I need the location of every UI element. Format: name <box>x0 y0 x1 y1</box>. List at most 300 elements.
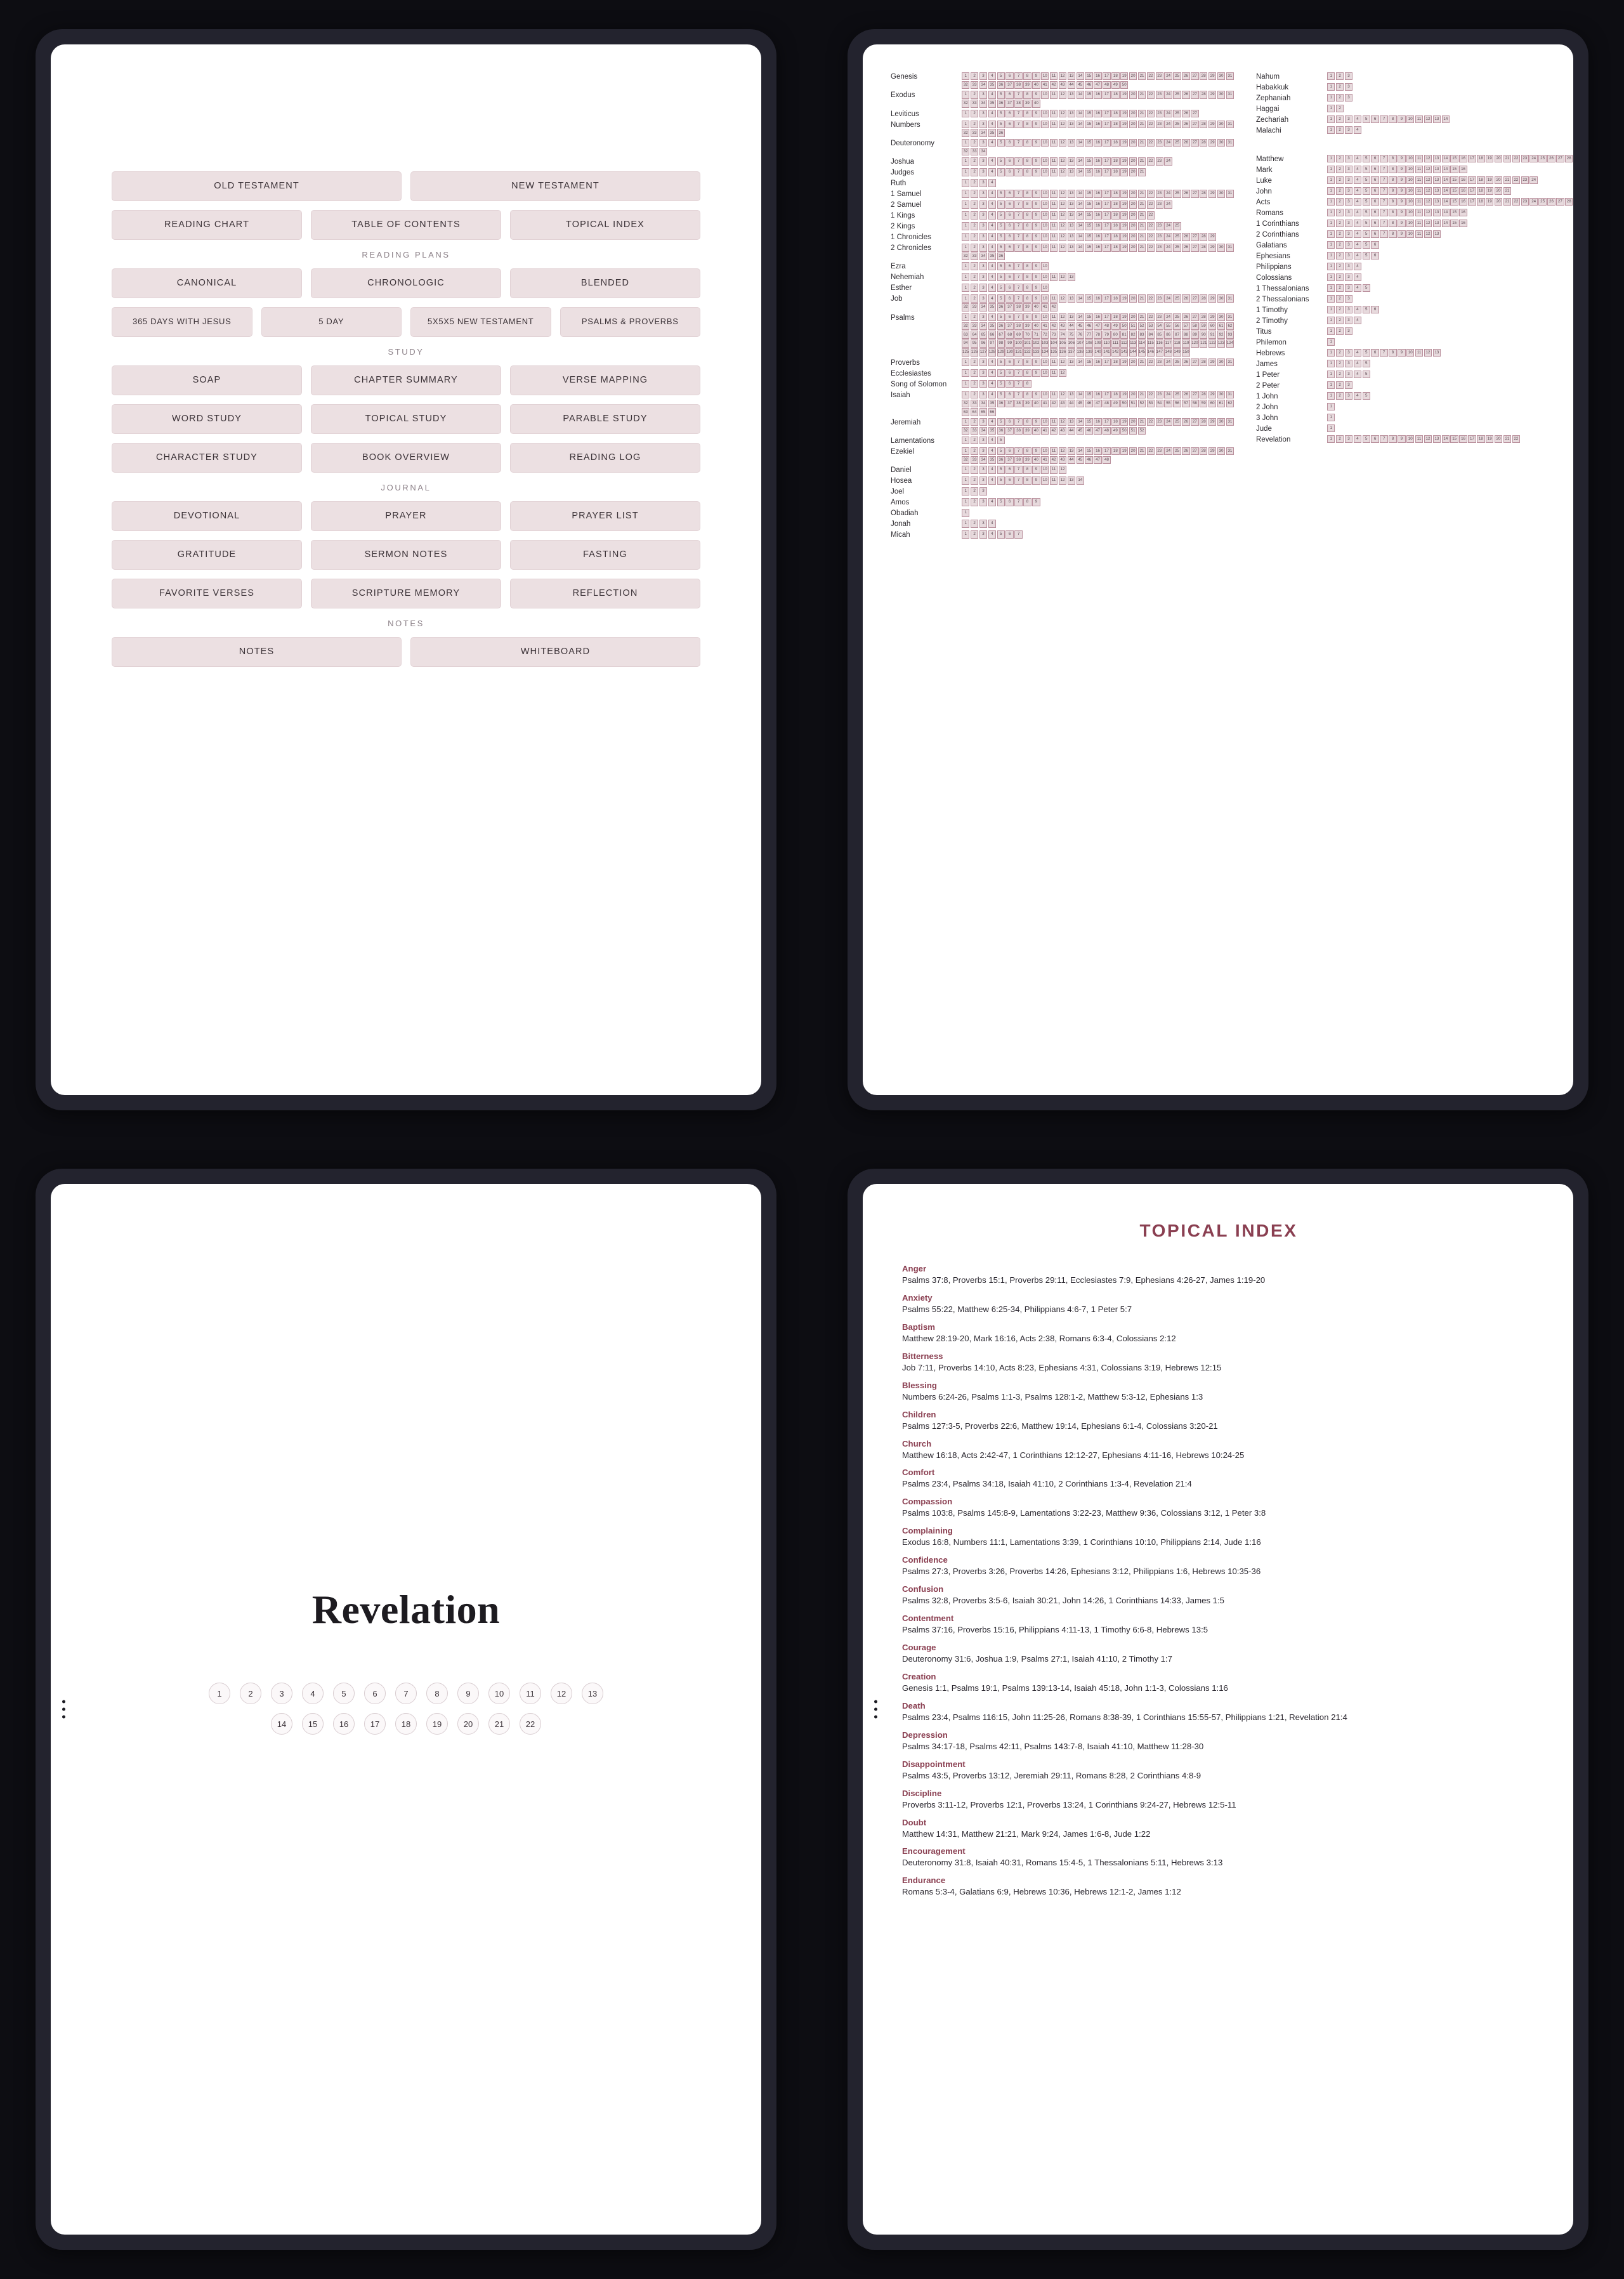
chapter-chip[interactable]: 6 <box>1371 166 1378 173</box>
chapter-chip[interactable]: 20 <box>1129 294 1137 302</box>
chapter-chip[interactable]: 11 <box>1050 294 1058 302</box>
chapter-chip[interactable]: 54 <box>1156 400 1163 407</box>
chapter-chip[interactable]: 24 <box>1164 222 1172 230</box>
chapter-chip[interactable]: 20 <box>1129 72 1137 80</box>
chapter-chip[interactable]: 18 <box>1111 139 1119 147</box>
chapter-chip[interactable]: 21 <box>1503 187 1511 195</box>
chapter-chip[interactable]: 17 <box>1103 233 1110 240</box>
chapter-chip[interactable]: 3 <box>1345 317 1352 324</box>
chapter-chip[interactable]: 138 <box>1077 348 1084 356</box>
chapter-chip[interactable]: 48 <box>1103 81 1110 89</box>
chapter-bubble-14[interactable]: 14 <box>271 1713 292 1735</box>
chapter-chip[interactable]: 21 <box>1138 190 1146 197</box>
chapter-chip[interactable]: 8 <box>1023 222 1031 230</box>
chapter-chip[interactable]: 17 <box>1103 190 1110 197</box>
chapter-chip[interactable]: 1 <box>962 157 969 165</box>
chapter-chip[interactable]: 6 <box>1005 358 1013 366</box>
chapter-chip[interactable]: 5 <box>1363 241 1370 249</box>
chapter-chip[interactable]: 2 <box>971 168 978 176</box>
chapter-chip[interactable]: 27 <box>1191 91 1198 98</box>
chapter-chip[interactable]: 2 <box>971 313 978 321</box>
chapter-chip[interactable]: 7 <box>1014 262 1022 270</box>
chapter-chip[interactable]: 1 <box>962 466 969 473</box>
chapter-chip[interactable]: 3 <box>979 391 987 398</box>
chapter-chip[interactable]: 13 <box>1433 198 1441 206</box>
chapter-chip[interactable]: 11 <box>1415 155 1423 162</box>
chapter-chip[interactable]: 19 <box>1120 447 1128 455</box>
chapter-chip[interactable]: 17 <box>1103 110 1110 117</box>
chapter-chip[interactable]: 3 <box>979 447 987 455</box>
chapter-chip[interactable]: 19 <box>1120 200 1128 208</box>
chapter-chip[interactable]: 3 <box>1345 273 1352 281</box>
chapter-chip[interactable]: 105 <box>1059 339 1066 347</box>
chapter-chip[interactable]: 1 <box>1327 220 1335 227</box>
chapter-chip[interactable]: 3 <box>979 369 987 377</box>
chapter-chip[interactable]: 34 <box>979 129 987 136</box>
chapter-chip[interactable]: 9 <box>1032 313 1040 321</box>
chapter-chip[interactable]: 14 <box>1077 222 1084 230</box>
chapter-chip[interactable]: 23 <box>1156 222 1163 230</box>
chapter-chip[interactable]: 22 <box>1147 72 1155 80</box>
chapter-chip[interactable]: 106 <box>1068 339 1075 347</box>
chapter-chip[interactable]: 36 <box>997 81 1005 89</box>
chapter-chip[interactable]: 20 <box>1495 198 1502 206</box>
menu-button-topical-index[interactable]: TOPICAL INDEX <box>510 210 700 240</box>
chapter-chip[interactable]: 2 <box>971 91 978 98</box>
chapter-chip[interactable]: 18 <box>1111 244 1119 251</box>
chapter-chip[interactable]: 18 <box>1111 72 1119 80</box>
chapter-chip[interactable]: 12 <box>1424 209 1432 216</box>
chapter-chip[interactable]: 15 <box>1450 176 1458 184</box>
chapter-chip[interactable]: 13 <box>1068 273 1075 280</box>
chapter-chip[interactable]: 20 <box>1129 418 1137 426</box>
chapter-chip[interactable]: 14 <box>1442 166 1450 173</box>
chapter-chip[interactable]: 20 <box>1129 121 1137 128</box>
chapter-chip[interactable]: 4 <box>988 447 996 455</box>
chapter-chip[interactable]: 4 <box>1354 220 1361 227</box>
chapter-chip[interactable]: 14 <box>1442 176 1450 184</box>
chapter-chip[interactable]: 3 <box>1345 83 1352 91</box>
chapter-chip[interactable]: 10 <box>1406 187 1414 195</box>
chapter-chip[interactable]: 15 <box>1085 211 1092 219</box>
chapter-chip[interactable]: 18 <box>1111 358 1119 366</box>
chapter-chip[interactable]: 13 <box>1433 166 1441 173</box>
chapter-chip[interactable]: 31 <box>1226 91 1234 98</box>
chapter-chip[interactable]: 20 <box>1129 110 1137 117</box>
chapter-chip[interactable]: 7 <box>1014 157 1022 165</box>
chapter-chip[interactable]: 10 <box>1041 391 1049 398</box>
chapter-chip[interactable]: 26 <box>1182 233 1189 240</box>
chapter-chip[interactable]: 116 <box>1156 339 1163 347</box>
chapter-chip[interactable]: 1 <box>1327 187 1335 195</box>
chapter-chip[interactable]: 67 <box>997 331 1005 338</box>
chapter-chip[interactable]: 17 <box>1103 447 1110 455</box>
menu-button-5x5x5-new-testament[interactable]: 5X5X5 NEW TESTAMENT <box>410 307 551 337</box>
chapter-chip[interactable]: 27 <box>1191 233 1198 240</box>
chapter-chip[interactable]: 15 <box>1085 294 1092 302</box>
chapter-chip[interactable]: 29 <box>1208 294 1216 302</box>
chapter-chip[interactable]: 10 <box>1041 294 1049 302</box>
chapter-chip[interactable]: 40 <box>1032 427 1040 435</box>
chapter-chip[interactable]: 38 <box>1014 322 1022 330</box>
chapter-chip[interactable]: 20 <box>1129 244 1137 251</box>
chapter-chip[interactable]: 1 <box>1327 126 1335 134</box>
chapter-chip[interactable]: 8 <box>1389 166 1396 173</box>
chapter-chip[interactable]: 13 <box>1068 168 1075 176</box>
chapter-chip[interactable]: 22 <box>1512 155 1520 162</box>
chapter-chip[interactable]: 12 <box>1059 168 1066 176</box>
chapter-chip[interactable]: 6 <box>1371 115 1378 123</box>
chapter-chip[interactable]: 1 <box>1327 414 1335 421</box>
chapter-chip[interactable]: 22 <box>1147 222 1155 230</box>
chapter-chip[interactable]: 3 <box>1345 115 1352 123</box>
chapter-chip[interactable]: 9 <box>1032 447 1040 455</box>
chapter-chip[interactable]: 3 <box>1345 263 1352 270</box>
chapter-chip[interactable]: 2 <box>1336 263 1344 270</box>
menu-button-prayer[interactable]: PRAYER <box>311 501 501 531</box>
chapter-chip[interactable]: 15 <box>1085 391 1092 398</box>
chapter-bubble-18[interactable]: 18 <box>395 1713 417 1735</box>
chapter-chip[interactable]: 25 <box>1173 91 1181 98</box>
chapter-chip[interactable]: 19 <box>1120 358 1128 366</box>
chapter-chip[interactable]: 3 <box>979 498 987 506</box>
chapter-chip[interactable]: 21 <box>1138 72 1146 80</box>
chapter-chip[interactable]: 1 <box>1327 105 1335 112</box>
chapter-chip[interactable]: 3 <box>1345 187 1352 195</box>
topic-entry-baptism[interactable] <box>902 1322 1535 1344</box>
chapter-chip[interactable]: 12 <box>1059 358 1066 366</box>
chapter-chip[interactable]: 7 <box>1014 313 1022 321</box>
chapter-chip[interactable]: 9 <box>1032 391 1040 398</box>
chapter-chip[interactable]: 142 <box>1111 348 1119 356</box>
chapter-chip[interactable]: 23 <box>1156 358 1163 366</box>
chapter-chip[interactable]: 33 <box>971 400 978 407</box>
chapter-chip[interactable]: 22 <box>1147 139 1155 147</box>
chapter-chip[interactable]: 23 <box>1156 391 1163 398</box>
chapter-chip[interactable]: 2 <box>971 498 978 506</box>
chapter-chip[interactable]: 4 <box>1354 126 1361 134</box>
chapter-chip[interactable]: 23 <box>1521 176 1529 184</box>
chapter-chip[interactable]: 12 <box>1059 110 1066 117</box>
chapter-chip[interactable]: 25 <box>1173 418 1181 426</box>
chapter-chip[interactable]: 2 <box>971 476 978 484</box>
chapter-chip[interactable]: 41 <box>1041 303 1049 311</box>
chapter-chip[interactable]: 16 <box>1459 155 1467 162</box>
chapter-chip[interactable]: 3 <box>1345 284 1352 292</box>
chapter-chip[interactable]: 19 <box>1120 233 1128 240</box>
chapter-chip[interactable]: 15 <box>1450 209 1458 216</box>
chapter-chip[interactable]: 3 <box>1345 198 1352 206</box>
chapter-chip[interactable]: 16 <box>1094 211 1101 219</box>
chapter-chip[interactable]: 6 <box>1005 222 1013 230</box>
menu-button-5-day[interactable]: 5 DAY <box>261 307 402 337</box>
chapter-chip[interactable]: 46 <box>1085 400 1092 407</box>
chapter-chip[interactable]: 17 <box>1468 176 1476 184</box>
chapter-chip[interactable]: 11 <box>1050 466 1058 473</box>
chapter-chip[interactable]: 2 <box>1336 105 1344 112</box>
chapter-chip[interactable]: 15 <box>1085 110 1092 117</box>
chapter-chip[interactable]: 8 <box>1023 91 1031 98</box>
chapter-chip[interactable]: 28 <box>1200 418 1207 426</box>
chapter-chip[interactable]: 2 <box>971 179 978 187</box>
chapter-chip[interactable]: 2 <box>1336 392 1344 400</box>
chapter-chip[interactable]: 16 <box>1094 139 1101 147</box>
chapter-chip[interactable]: 2 <box>971 190 978 197</box>
chapter-chip[interactable]: 40 <box>1032 322 1040 330</box>
chapter-chip[interactable]: 14 <box>1077 447 1084 455</box>
chapter-chip[interactable]: 26 <box>1182 447 1189 455</box>
chapter-chip[interactable]: 14 <box>1077 313 1084 321</box>
chapter-chip[interactable]: 4 <box>1354 241 1361 249</box>
chapter-chip[interactable]: 28 <box>1200 190 1207 197</box>
chapter-chip[interactable]: 6 <box>1005 262 1013 270</box>
chapter-chip[interactable]: 9 <box>1032 157 1040 165</box>
chapter-chip[interactable]: 4 <box>988 244 996 251</box>
chapter-chip[interactable]: 8 <box>1023 110 1031 117</box>
chapter-chip[interactable]: 6 <box>1005 190 1013 197</box>
chapter-bubble-1[interactable]: 1 <box>209 1683 230 1704</box>
chapter-chip[interactable]: 14 <box>1077 294 1084 302</box>
chapter-chip[interactable]: 66 <box>988 331 996 338</box>
chapter-chip[interactable]: 5 <box>1363 435 1370 443</box>
chapter-chip[interactable]: 37 <box>1005 456 1013 464</box>
chapter-chip[interactable]: 16 <box>1094 72 1101 80</box>
chapter-chip[interactable]: 144 <box>1129 348 1137 356</box>
chapter-chip[interactable]: 11 <box>1050 313 1058 321</box>
chapter-chip[interactable]: 19 <box>1120 418 1128 426</box>
chapter-chip[interactable]: 9 <box>1398 349 1405 357</box>
chapter-chip[interactable]: 24 <box>1164 190 1172 197</box>
chapter-chip[interactable]: 6 <box>1005 139 1013 147</box>
menu-button-blended[interactable]: BLENDED <box>510 268 700 298</box>
chapter-chip[interactable]: 3 <box>1345 435 1352 443</box>
chapter-chip[interactable]: 22 <box>1147 313 1155 321</box>
chapter-chip[interactable]: 53 <box>1147 400 1155 407</box>
chapter-chip[interactable]: 7 <box>1014 72 1022 80</box>
chapter-chip[interactable]: 12 <box>1424 230 1432 238</box>
chapter-chip[interactable]: 17 <box>1103 211 1110 219</box>
chapter-chip[interactable]: 12 <box>1059 244 1066 251</box>
chapter-bubble-22[interactable]: 22 <box>520 1713 541 1735</box>
chapter-chip[interactable]: 20 <box>1129 222 1137 230</box>
topic-entry-creation[interactable] <box>902 1672 1535 1693</box>
chapter-chip[interactable]: 18 <box>1477 176 1484 184</box>
chapter-chip[interactable]: 21 <box>1503 176 1511 184</box>
chapter-chip[interactable]: 11 <box>1415 435 1423 443</box>
chapter-chip[interactable]: 2 <box>971 262 978 270</box>
chapter-chip[interactable]: 45 <box>1077 456 1084 464</box>
chapter-chip[interactable]: 21 <box>1138 447 1146 455</box>
chapter-chip[interactable]: 59 <box>1200 322 1207 330</box>
chapter-chip[interactable]: 26 <box>1182 190 1189 197</box>
chapter-chip[interactable]: 4 <box>988 222 996 230</box>
chapter-chip[interactable]: 111 <box>1111 339 1119 347</box>
chapter-chip[interactable]: 9 <box>1032 294 1040 302</box>
chapter-chip[interactable]: 10 <box>1041 313 1049 321</box>
chapter-chip[interactable]: 21 <box>1138 211 1146 219</box>
chapter-chip[interactable]: 25 <box>1173 313 1181 321</box>
chapter-chip[interactable]: 12 <box>1424 115 1432 123</box>
chapter-chip[interactable]: 25 <box>1173 391 1181 398</box>
chapter-chip[interactable]: 30 <box>1217 391 1225 398</box>
chapter-chip[interactable]: 28 <box>1200 391 1207 398</box>
chapter-chip[interactable]: 19 <box>1120 72 1128 80</box>
chapter-chip[interactable]: 32 <box>962 148 969 155</box>
chapter-chip[interactable]: 15 <box>1085 190 1092 197</box>
menu-button-topical-study[interactable]: TOPICAL STUDY <box>311 404 501 434</box>
chapter-chip[interactable]: 6 <box>1371 241 1378 249</box>
chapter-chip[interactable]: 46 <box>1085 427 1092 435</box>
chapter-chip[interactable]: 23 <box>1521 155 1529 162</box>
chapter-chip[interactable]: 16 <box>1094 418 1101 426</box>
chapter-chip[interactable]: 58 <box>1191 322 1198 330</box>
chapter-chip[interactable]: 1 <box>962 391 969 398</box>
chapter-chip[interactable]: 113 <box>1129 339 1137 347</box>
chapter-chip[interactable]: 14 <box>1442 198 1450 206</box>
chapter-chip[interactable]: 2 <box>971 358 978 366</box>
chapter-chip[interactable]: 23 <box>1156 157 1163 165</box>
chapter-chip[interactable]: 6 <box>1371 306 1378 313</box>
chapter-chip[interactable]: 2 <box>971 200 978 208</box>
chapter-chip[interactable]: 1 <box>962 520 969 527</box>
chapter-chip[interactable]: 11 <box>1050 200 1058 208</box>
chapter-chip[interactable]: 1 <box>962 139 969 147</box>
chapter-chip[interactable]: 11 <box>1050 211 1058 219</box>
chapter-chip[interactable]: 30 <box>1217 447 1225 455</box>
chapter-chip[interactable]: 1 <box>962 200 969 208</box>
chapter-chip[interactable]: 14 <box>1077 211 1084 219</box>
chapter-chip[interactable]: 18 <box>1477 198 1484 206</box>
chapter-bubble-12[interactable]: 12 <box>551 1683 572 1704</box>
chapter-chip[interactable]: 24 <box>1164 233 1172 240</box>
chapter-chip[interactable]: 25 <box>1173 447 1181 455</box>
chapter-chip[interactable]: 5 <box>1363 360 1370 367</box>
chapter-chip[interactable]: 27 <box>1556 155 1564 162</box>
chapter-chip[interactable]: 14 <box>1077 190 1084 197</box>
chapter-chip[interactable]: 5 <box>997 476 1005 484</box>
chapter-chip[interactable]: 4 <box>1354 176 1361 184</box>
chapter-chip[interactable]: 19 <box>1120 244 1128 251</box>
chapter-chip[interactable]: 12 <box>1059 91 1066 98</box>
chapter-chip[interactable]: 28 <box>1565 198 1573 206</box>
chapter-chip[interactable]: 1 <box>962 530 969 538</box>
chapter-chip[interactable]: 47 <box>1094 81 1101 89</box>
chapter-chip[interactable]: 52 <box>1138 400 1146 407</box>
chapter-chip[interactable]: 1 <box>962 273 969 280</box>
chapter-chip[interactable]: 16 <box>1459 220 1467 227</box>
chapter-chip[interactable]: 9 <box>1032 262 1040 270</box>
chapter-chip[interactable]: 6 <box>1005 447 1013 455</box>
chapter-chip[interactable]: 20 <box>1495 155 1502 162</box>
chapter-chip[interactable]: 47 <box>1094 400 1101 407</box>
chapter-chip[interactable]: 21 <box>1138 313 1146 321</box>
chapter-chip[interactable]: 29 <box>1208 418 1216 426</box>
chapter-chip[interactable]: 7 <box>1014 294 1022 302</box>
chapter-chip[interactable]: 38 <box>1014 400 1022 407</box>
chapter-chip[interactable]: 8 <box>1023 358 1031 366</box>
chapter-chip[interactable]: 3 <box>979 121 987 128</box>
chapter-chip[interactable]: 24 <box>1164 139 1172 147</box>
chapter-chip[interactable]: 2 <box>1336 126 1344 134</box>
chapter-chip[interactable]: 1 <box>962 313 969 321</box>
chapter-chip[interactable]: 2 <box>971 487 978 495</box>
chapter-chip[interactable]: 1 <box>962 168 969 176</box>
chapter-chip[interactable]: 16 <box>1459 187 1467 195</box>
chapter-chip[interactable]: 4 <box>988 358 996 366</box>
chapter-chip[interactable]: 15 <box>1085 157 1092 165</box>
chapter-chip[interactable]: 8 <box>1389 198 1396 206</box>
chapter-chip[interactable]: 5 <box>1363 371 1370 378</box>
chapter-chip[interactable]: 115 <box>1147 339 1155 347</box>
chapter-chip[interactable]: 4 <box>988 233 996 240</box>
menu-button-soap[interactable]: SOAP <box>112 365 302 395</box>
chapter-chip[interactable]: 10 <box>1041 262 1049 270</box>
chapter-chip[interactable]: 33 <box>971 427 978 435</box>
chapter-chip[interactable]: 70 <box>1023 331 1031 338</box>
chapter-chip[interactable]: 7 <box>1380 220 1387 227</box>
chapter-chip[interactable]: 36 <box>997 400 1005 407</box>
chapter-chip[interactable]: 2 <box>1336 381 1344 389</box>
chapter-chip[interactable]: 43 <box>1059 456 1066 464</box>
chapter-chip[interactable]: 21 <box>1138 91 1146 98</box>
chapter-chip[interactable]: 15 <box>1085 139 1092 147</box>
chapter-chip[interactable]: 43 <box>1059 81 1066 89</box>
chapter-chip[interactable]: 98 <box>997 339 1005 347</box>
chapter-chip[interactable]: 16 <box>1459 209 1467 216</box>
chapter-chip[interactable]: 2 <box>1336 252 1344 259</box>
chapter-chip[interactable]: 5 <box>997 91 1005 98</box>
chapter-chip[interactable]: 4 <box>1354 317 1361 324</box>
chapter-chip[interactable]: 30 <box>1217 121 1225 128</box>
chapter-chip[interactable]: 147 <box>1156 348 1163 356</box>
chapter-chip[interactable]: 2 <box>1336 360 1344 367</box>
chapter-chip[interactable]: 27 <box>1191 294 1198 302</box>
chapter-chip[interactable]: 20 <box>1129 91 1137 98</box>
chapter-chip[interactable]: 7 <box>1014 91 1022 98</box>
chapter-chip[interactable]: 65 <box>979 331 987 338</box>
chapter-chip[interactable]: 3 <box>1345 349 1352 357</box>
chapter-chip[interactable]: 15 <box>1450 155 1458 162</box>
chapter-chip[interactable]: 31 <box>1226 139 1234 147</box>
chapter-chip[interactable]: 2 <box>1336 230 1344 238</box>
chapter-chip[interactable]: 17 <box>1103 244 1110 251</box>
chapter-chip[interactable]: 16 <box>1094 190 1101 197</box>
chapter-chip[interactable]: 1 <box>962 358 969 366</box>
chapter-chip[interactable]: 22 <box>1147 157 1155 165</box>
chapter-chip[interactable]: 10 <box>1041 233 1049 240</box>
chapter-chip[interactable]: 2 <box>1336 317 1344 324</box>
chapter-chip[interactable]: 27 <box>1556 198 1564 206</box>
chapter-chip[interactable]: 8 <box>1389 155 1396 162</box>
chapter-chip[interactable]: 23 <box>1156 294 1163 302</box>
chapter-chip[interactable]: 48 <box>1103 322 1110 330</box>
chapter-chip[interactable]: 11 <box>1050 273 1058 280</box>
chapter-chip[interactable]: 9 <box>1398 187 1405 195</box>
chapter-chip[interactable]: 3 <box>979 520 987 527</box>
chapter-chip[interactable]: 5 <box>997 418 1005 426</box>
chapter-chip[interactable]: 9 <box>1032 476 1040 484</box>
chapter-chip[interactable]: 1 <box>1327 176 1335 184</box>
chapter-chip[interactable]: 1 <box>1327 284 1335 292</box>
chapter-chip[interactable]: 13 <box>1433 435 1441 443</box>
chapter-chip[interactable]: 26 <box>1182 358 1189 366</box>
chapter-chip[interactable]: 17 <box>1103 91 1110 98</box>
chapter-chip[interactable]: 30 <box>1217 139 1225 147</box>
chapter-chip[interactable]: 22 <box>1147 190 1155 197</box>
chapter-chip[interactable]: 63 <box>962 331 969 338</box>
chapter-chip[interactable]: 6 <box>1005 418 1013 426</box>
chapter-chip[interactable]: 13 <box>1068 222 1075 230</box>
